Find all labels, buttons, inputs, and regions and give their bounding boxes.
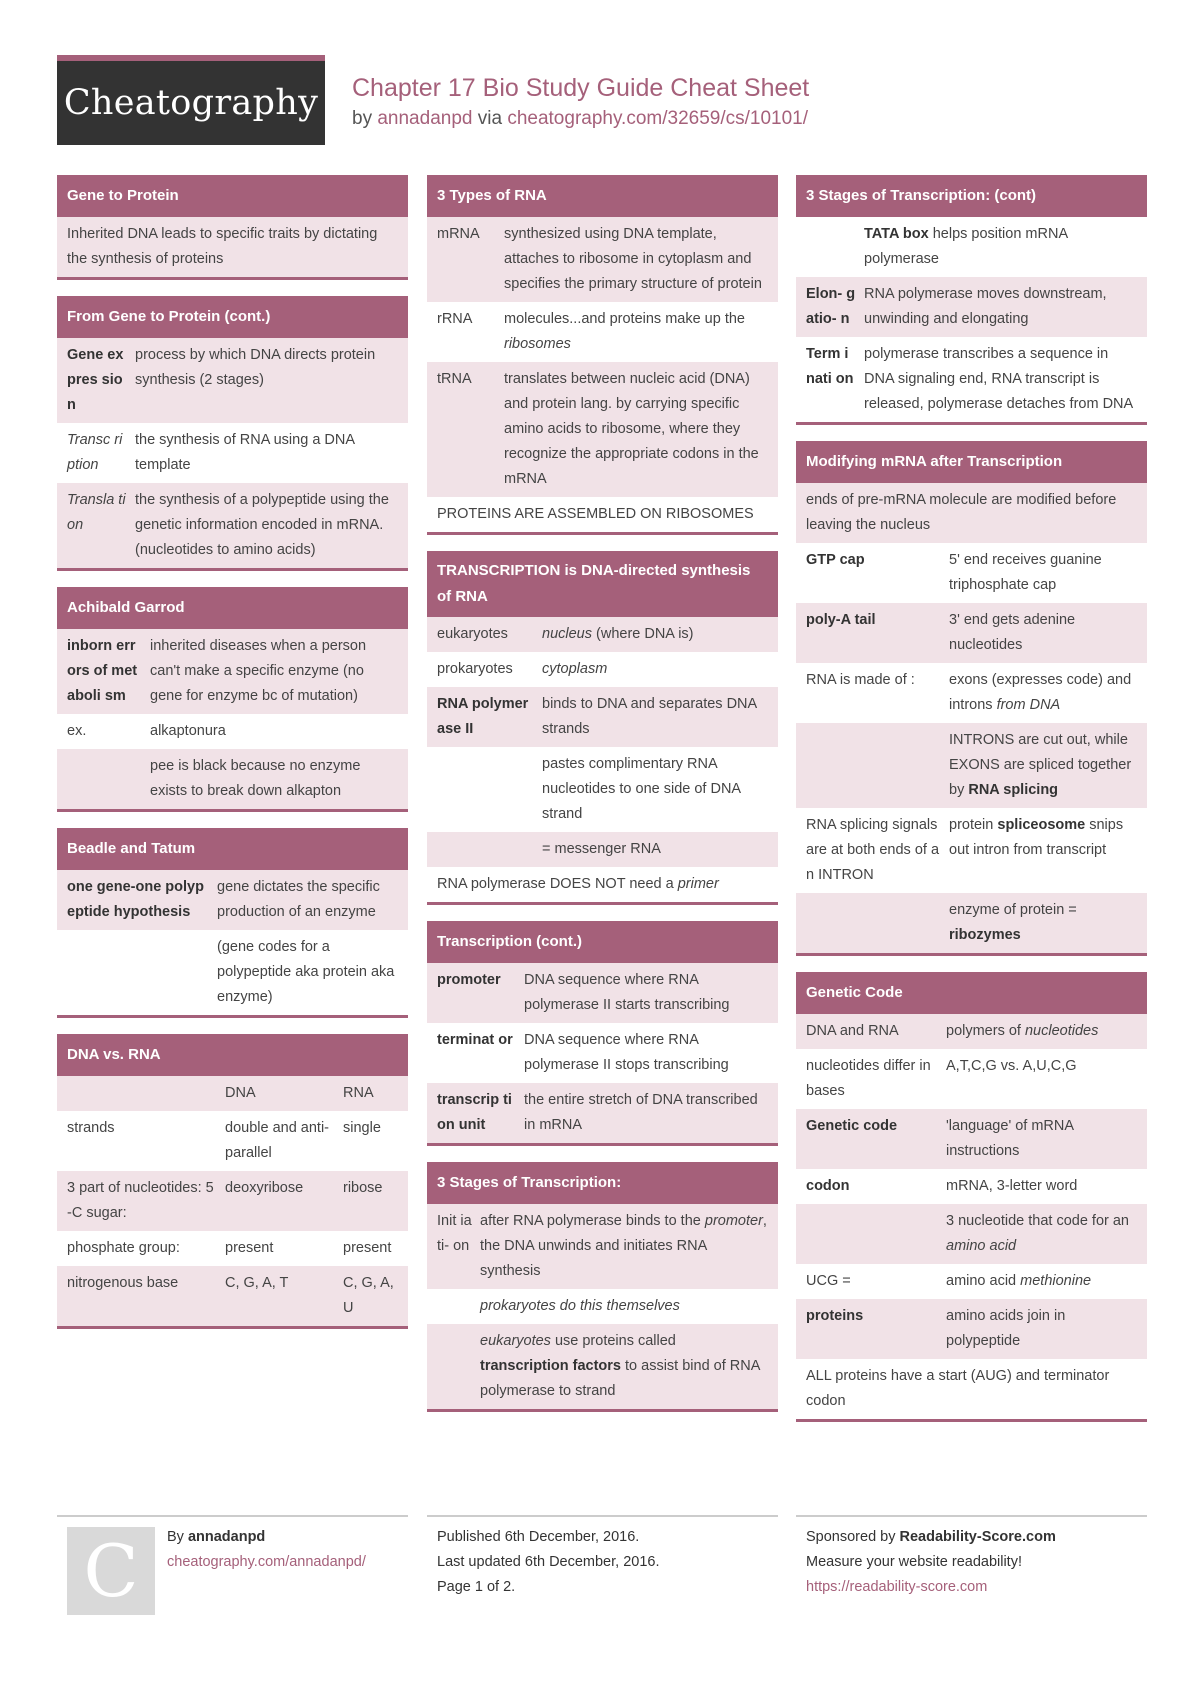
section-footer-text: RNA polymerase DOES NOT need a primer [437, 876, 719, 892]
byline [352, 108, 808, 130]
table-row: pastes complimentary RNA nucleotides to one side of DNA strand [542, 756, 741, 822]
section-title: Achibald Garrod [57, 587, 408, 629]
table-row: TATA box helps position mRNA polymerase [864, 226, 1068, 267]
section-title: Genetic Code [796, 972, 1147, 1014]
section-transcription [427, 551, 778, 905]
table-row: UCG = amino acid methionine [806, 1273, 1092, 1289]
table-row: 3 part of nucleotides: 5-C sugar: deoxyribose ribose [57, 1171, 408, 1231]
table-row: pee is black because no enzyme exists to break down alkapton [57, 749, 408, 809]
section-transcription-cont [427, 921, 778, 1146]
table-row: strands double and anti-parallel single [67, 1120, 381, 1161]
table-row: INTRONS are cut out, while EXONS are spliced together by RNA splicing [796, 723, 1147, 808]
table-row: poly-A tail 3' end gets adenine nucleotides [796, 603, 1147, 663]
table-row: phosphate group: present present [67, 1240, 392, 1256]
section-footer-text: PROTEINS ARE ASSEMBLED ON RIBOSOMES [437, 506, 754, 522]
section-title: From Gene to Protein (cont.) [57, 296, 408, 338]
section-achibald-garrod [57, 587, 408, 812]
table-row: RNA polymerase II binds to DNA and separates DNA strands [427, 687, 778, 747]
table-row: (gene codes for a polypeptide aka protein aka enzyme) [217, 939, 395, 1005]
column-2 [427, 175, 778, 1428]
sponsor-link[interactable]: https://readability-score.com [806, 1579, 988, 1595]
section-title: Gene to Protein [57, 175, 408, 217]
section-gene-to-protein [57, 175, 408, 280]
table-row: one gene-one polypeptide hypothesis gene dictates the specific production of an enzyme [57, 870, 408, 930]
table-row: nucleotides differ in bases A,T,C,G vs. A,U,C,G [806, 1058, 1077, 1099]
table-row: = messenger RNA [427, 832, 778, 867]
section-genetic-code [796, 972, 1147, 1422]
by-label: by [352, 108, 373, 129]
table-row: proteins amino acids join in polypeptide [796, 1299, 1147, 1359]
table-row: ex. alkaptonura [67, 723, 226, 739]
table-row: Genetic code 'language' of mRNA instructions [796, 1109, 1147, 1169]
table-row: promoter DNA sequence where RNA polymerase II starts transcribing [427, 963, 778, 1023]
section-title: Modifying mRNA after Transcription [796, 441, 1147, 483]
section-3-stages-cont [796, 175, 1147, 425]
footer-author-link[interactable]: cheatography.com/annadanpd/ [167, 1554, 366, 1570]
via-label: via [477, 108, 503, 129]
section-text: ends of pre-mRNA molecule are modified before leaving the nucleus [796, 483, 1147, 543]
section-dna-vs-rna [57, 1034, 408, 1329]
updated-date: Last updated 6th December, 2016. [437, 1554, 660, 1570]
section-text: Inherited DNA leads to specific traits by dictating the synthesis of proteins [57, 217, 408, 277]
table-row: RNA splicing signals are at both ends of an INTRON protein spliceosome snips out intron from transcript [806, 817, 1124, 883]
section-3-stages-of-transcription [427, 1162, 778, 1412]
footer-sponsor-block: Sponsored by Readability-Score.com Measure your website readability! https://readability-score.com [806, 1525, 1056, 1600]
section-modifying-mrna [796, 441, 1147, 956]
section-title: Transcription (cont.) [427, 921, 778, 963]
table-row: Elon- gatio- n RNA polymerase moves downstream, unwinding and elongating [796, 277, 1147, 337]
table-row: 3 nucleotide that code for an amino acid [796, 1204, 1147, 1264]
table-row: codon mRNA, 3-letter word [806, 1178, 1078, 1194]
section-from-gene-to-protein [57, 296, 408, 571]
footer-divider [427, 1515, 778, 1517]
table-row: Gene expres sion process by which DNA directs protein synthesis (2 stages) [57, 338, 408, 423]
footer-author-block: By annadanpd cheatography.com/annadanpd/ [167, 1525, 366, 1575]
author-link[interactable]: annadanpd [377, 108, 473, 129]
table-row: terminat or DNA sequence where RNA polymerase II stops transcribing [437, 1032, 729, 1073]
logo-text: Cheatography [63, 83, 319, 123]
table-row: DNA and RNA polymers of nucleotides [796, 1014, 1147, 1049]
table-row: inborn errors of metaboli sm inherited diseases when a person can't make a specific enzyme (no gene for enzyme bc of mutation) [57, 629, 408, 714]
section-title: TRANSCRIPTION is DNA-directed synthesis of RNA [427, 551, 778, 617]
section-title: 3 Types of RNA [427, 175, 778, 217]
table-row: Transc ription the synthesis of RNA using a DNA template [67, 432, 355, 473]
table-row: mRNA synthesized using DNA template, attaches to ribosome in cytoplasm and specifies the primary structure of protein [427, 217, 778, 302]
footer-author-name[interactable]: annadanpd [187, 1529, 266, 1545]
table-row: Term inati on polymerase transcribes a sequence in DNA signaling end, RNA transcript is released, polymerase detaches from DNA [806, 346, 1134, 412]
table-row: Init iati- on after RNA polymerase binds to the promoter, the DNA unwinds and initiates RNA synthesis [427, 1204, 778, 1289]
footer-divider [796, 1515, 1147, 1517]
footer-dates-block [437, 1525, 660, 1600]
table-row: enzyme of protein = ribozymes [796, 893, 1147, 953]
column-3 [796, 175, 1147, 1438]
table-row: eukaryotes use proteins called transcription factors to assist bind of RNA polymerase to strand [427, 1324, 778, 1409]
section-title: DNA vs. RNA [57, 1034, 408, 1076]
column-1 [57, 175, 408, 1345]
sponsor-name[interactable]: Readability-Score.com [899, 1529, 1056, 1545]
published-date: Published 6th December, 2016. [437, 1529, 640, 1545]
table-row: nitrogenous base C, G, A, T C, G, A, U [57, 1266, 408, 1326]
table-row: rRNA molecules...and proteins make up the ribosomes [437, 311, 745, 352]
cheatography-logo[interactable] [57, 55, 325, 145]
table-row: Transla tion the synthesis of a polypeptide using the genetic information encoded in mRNA. (nucleotides to amino acids) [57, 483, 408, 568]
page-title: Chapter 17 Bio Study Guide Cheat Sheet [352, 74, 810, 102]
sheet-url-link[interactable]: cheatography.com/32659/cs/10101/ [507, 108, 809, 129]
section-3-types-of-rna [427, 175, 778, 535]
section-title: 3 Stages of Transcription: [427, 1162, 778, 1204]
table-row: prokaryotes cytoplasm [437, 661, 608, 677]
footer-divider [57, 1515, 408, 1517]
table-row: transcrip tion unit the entire stretch of DNA transcribed in mRNA [427, 1083, 778, 1143]
section-title: 3 Stages of Transcription: (cont) [796, 175, 1147, 217]
table-row: prokaryotes do this themselves [480, 1298, 680, 1314]
section-footer-text: ALL proteins have a start (AUG) and terminator codon [806, 1368, 1110, 1409]
section-title: Beadle and Tatum [57, 828, 408, 870]
sponsor-tagline: Measure your website readability! [806, 1554, 1022, 1570]
table-row: eukaryotes nucleus (where DNA is) [427, 617, 778, 652]
page-number: Page 1 of 2. [437, 1579, 516, 1595]
table-row: RNA is made of : exons (expresses code) and introns from DNA [806, 672, 1132, 713]
section-beadle-tatum [57, 828, 408, 1018]
table-header-row: DNA RNA [57, 1076, 408, 1111]
cheatography-c-logo: C [67, 1527, 155, 1615]
table-row: tRNA translates between nucleic acid (DNA) and protein lang. by carrying specific amino acids to ribosome, where they recognize the appropriate codons in the mRNA [427, 362, 778, 497]
table-row: GTP cap 5' end receives guanine triphosphate cap [806, 552, 1102, 593]
